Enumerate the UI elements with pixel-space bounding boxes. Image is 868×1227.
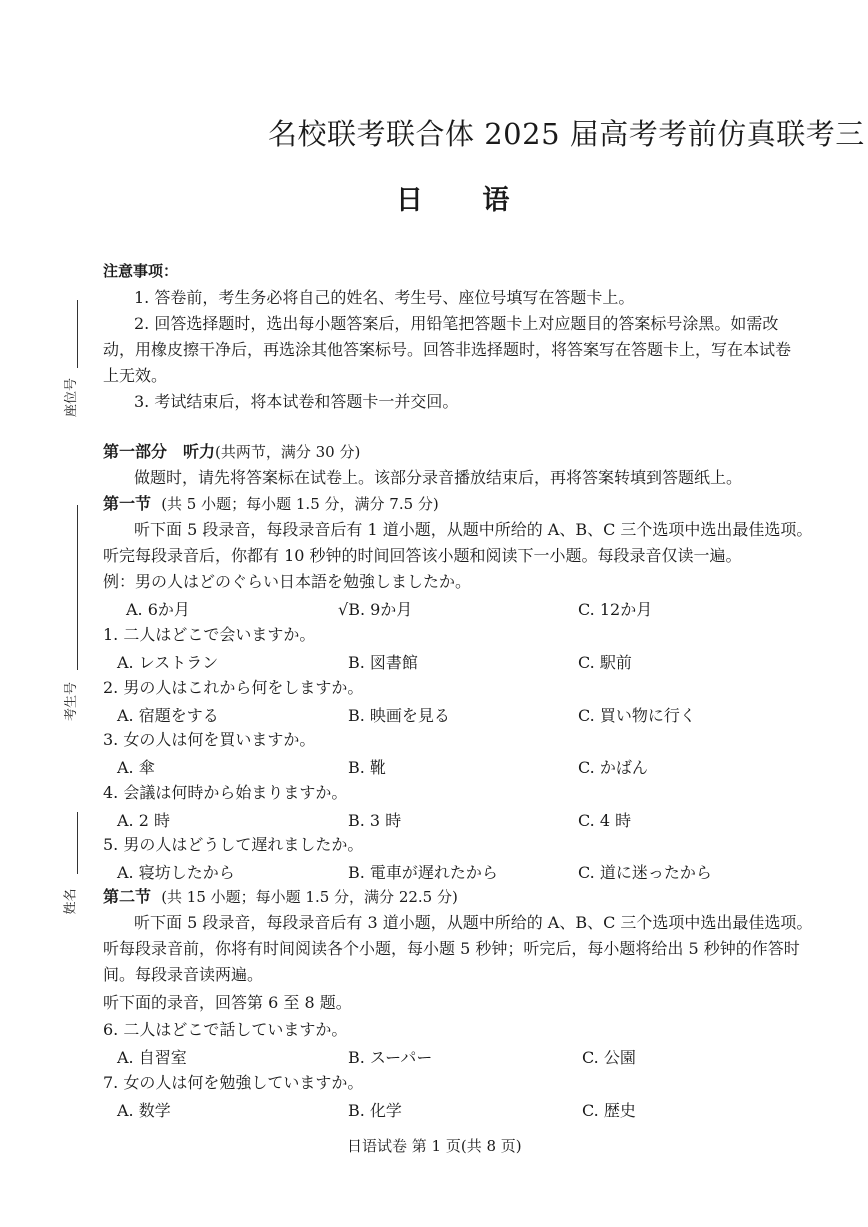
example-option-a: A. 6か月	[126, 600, 190, 619]
section1-instr-a: 听下面 5 段录音，每段录音后有 1 道小题，从题中所给的 A、B、C 三个选项中选出最佳选项。	[134, 520, 813, 539]
exam-no-label: 考生号	[64, 681, 80, 722]
part1-instruction: 做题时，请先将答案标在试卷上。该部分录音播放结束后，再将答案转填到答题纸上。	[134, 468, 743, 487]
name-label: 姓名	[63, 888, 79, 915]
seat-line	[77, 300, 78, 368]
section2-instr-c: 间。每段录音读两遍。	[103, 965, 264, 984]
section1-instr-b: 听完每段录音后，你都有 10 秒钟的时间回答该小题和阅读下一小题。每段录音仅读一遍。	[103, 546, 742, 565]
seat-label: 座位号	[64, 377, 80, 418]
question-text: 5. 男の人はどうして遅れましたか。	[103, 835, 364, 854]
option-b: B. 映画を見る	[348, 706, 450, 725]
example-option-b: √B. 9か月	[338, 600, 413, 619]
part1-heading: 第一部分 听力	[103, 442, 216, 461]
note-2a: 2. 回答选择题时，选出每小题答案后，用铅笔把答题卡上对应题目的答案标号涂黑。如需改	[134, 314, 779, 333]
option-c: C. 4 時	[578, 811, 632, 830]
option-c: C. 公園	[582, 1048, 636, 1067]
note-3: 3. 考试结束后，将本试卷和答题卡一并交回。	[134, 392, 459, 411]
section2-heading: 第二节	[103, 887, 152, 906]
example-option-c: C. 12か月	[578, 600, 653, 619]
question-text: 7. 女の人は何を勉強していますか。	[103, 1073, 364, 1092]
section2-heading-note: (共 15 小题；每小题 1.5 分，满分 22.5 分)	[161, 888, 458, 906]
option-c: C. 買い物に行く	[578, 706, 696, 725]
option-a: A. 自習室	[117, 1048, 187, 1067]
option-b: B. 3 時	[348, 811, 402, 830]
option-c: C. 歴史	[582, 1101, 636, 1120]
section1-heading-row	[103, 491, 439, 517]
exam-no-line	[77, 505, 78, 670]
option-b: B. 図書館	[348, 653, 418, 672]
notes-heading: 注意事项：	[103, 262, 179, 280]
section1-heading: 第一节	[103, 494, 152, 513]
question-text: 3. 女の人は何を買いますか。	[103, 730, 316, 749]
example-question: 例：男の人はどのぐらい日本語を勉強しましたか。	[103, 572, 472, 591]
option-b: B. 電車が遅れたから	[348, 863, 498, 882]
option-a: A. 数学	[117, 1101, 171, 1120]
section1-heading-note: (共 5 小题；每小题 1.5 分，满分 7.5 分)	[161, 495, 439, 513]
question-text: 1. 二人はどこで会いますか。	[103, 625, 316, 644]
section2-sub-instruction: 听下面的录音，回答第 6 至 8 题。	[103, 993, 352, 1012]
option-c: C. かばん	[578, 758, 648, 777]
option-b: B. 化学	[348, 1101, 402, 1120]
section2-instr-a: 听下面 5 段录音，每段录音后有 3 道小题，从题中所给的 A、B、C 三个选项中选出最佳选项。	[134, 913, 813, 932]
option-b: B. スーパー	[348, 1048, 433, 1067]
option-a: A. 宿題をする	[117, 706, 219, 725]
option-a: A. 寝坊したから	[117, 863, 235, 882]
exam-title: 名校联考联合体 2025 届高考考前仿真联考三	[268, 117, 865, 151]
option-b: B. 靴	[348, 758, 386, 777]
question-text: 2. 男の人はこれから何をしますか。	[103, 678, 364, 697]
part1-heading-row	[103, 439, 360, 465]
question-text: 4. 会議は何時から始まりますか。	[103, 783, 348, 802]
question-text: 6. 二人はどこで話していますか。	[103, 1020, 348, 1039]
note-1: 1. 答卷前，考生务必将自己的姓名、考生号、座位号填写在答题卡上。	[134, 288, 635, 307]
section2-heading-row	[103, 884, 458, 910]
option-a: A. 傘	[117, 758, 155, 777]
part1-heading-note: (共两节，满分 30 分)	[215, 443, 361, 461]
option-c: C. 道に迷ったから	[578, 863, 712, 882]
option-a: A. 2 時	[117, 811, 170, 830]
page-footer: 日语试卷 第 1 页(共 8 页)	[347, 1137, 522, 1155]
option-a: A. レストラン	[117, 653, 219, 672]
note-2c: 上无效。	[103, 366, 168, 385]
section2-instr-b: 听每段录音前，你将有时间阅读各个小题，每小题 5 秒钟；听完后，每小题将给出 5 秒钟的作答时	[103, 939, 800, 958]
option-c: C. 駅前	[578, 653, 632, 672]
name-line	[77, 812, 78, 874]
note-2b: 动，用橡皮擦干净后，再选涂其他答案标号。回答非选择题时，将答案写在答题卡上，写在本试卷	[103, 340, 792, 359]
subject-title: 日 语	[396, 185, 510, 216]
